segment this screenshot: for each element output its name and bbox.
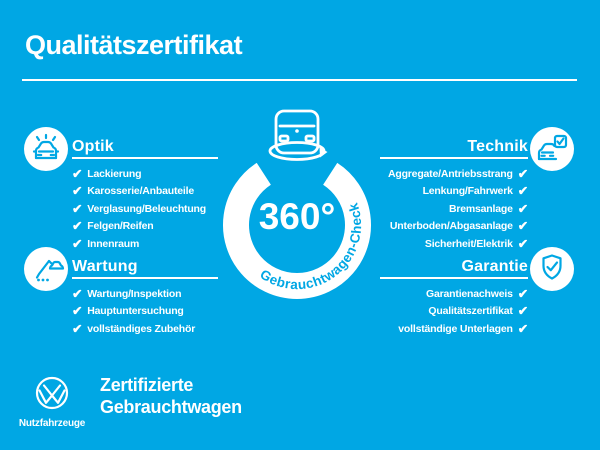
checklist-item [72, 200, 218, 218]
optik-icon-circle [24, 127, 68, 171]
checklist [72, 285, 218, 338]
section-title: Optik [72, 138, 114, 155]
check-icon: ✔ [72, 321, 83, 336]
check-icon: ✔ [517, 184, 528, 198]
footer-tagline [100, 374, 242, 418]
checklist-item [380, 165, 528, 183]
check-icon: ✔ [517, 236, 528, 251]
checklist-item [72, 303, 218, 321]
section-underline [380, 157, 528, 159]
service-checklist-icon [24, 247, 68, 291]
checklist-item-label: Karosserie/Anbauteile [87, 185, 194, 198]
section-underline [72, 157, 218, 159]
check-icon: ✔ [72, 304, 83, 318]
section-underline [72, 277, 218, 279]
checklist-item-label: Unterboden/Abgasanlage [389, 220, 513, 233]
garantie-icon-circle [530, 247, 574, 291]
checklist-item [72, 218, 218, 236]
check-icon: ✔ [517, 304, 528, 318]
checklist-item-label: Garantienachweis [426, 287, 513, 300]
check-icon: ✔ [72, 201, 83, 216]
brand-label: Nutzfahrzeuge [18, 418, 86, 429]
360-check-badge [209, 99, 385, 315]
ring-curved-label: Gebrauchtwagen-Check [257, 200, 365, 293]
section-optik [72, 139, 218, 253]
checklist-item [380, 235, 528, 253]
check-icon: ✔ [517, 201, 528, 216]
check-icon: ✔ [517, 286, 528, 301]
section-title: Technik [467, 138, 528, 155]
section-wartung [72, 259, 218, 338]
checklist-item-label: vollständige Unterlagen [398, 322, 513, 335]
checklist-item [380, 200, 528, 218]
checklist-item [380, 320, 528, 338]
rotating-car-icon [270, 111, 324, 160]
section-title: Wartung [72, 258, 138, 275]
check-icon: ✔ [517, 166, 528, 181]
checklist-item [72, 320, 218, 338]
checklist-item-label: Aggregate/Antriebsstrang [387, 167, 513, 180]
check-icon: ✔ [517, 219, 528, 233]
checklist-item [380, 218, 528, 236]
checklist-item-label: Bremsanlage [448, 202, 513, 215]
checklist [380, 285, 528, 338]
shield-check-icon [530, 247, 574, 291]
check-icon: ✔ [72, 236, 83, 251]
technik-icon-circle [530, 127, 574, 171]
checklist-item [72, 285, 218, 303]
checklist-item-label: Lackierung [87, 167, 142, 180]
tagline-line1: Zertifizierte [100, 375, 194, 395]
title-divider [22, 79, 577, 81]
section-underline [380, 277, 528, 279]
section-garantie [380, 259, 528, 338]
checklist [380, 165, 528, 253]
check-icon: ✔ [72, 219, 83, 233]
check-icon: ✔ [72, 166, 83, 181]
checklist-item [72, 165, 218, 183]
wartung-icon-circle [24, 247, 68, 291]
checklist-item-label: Sicherheit/Elektrik [424, 237, 513, 250]
vw-logo [34, 375, 70, 411]
checklist-item [72, 183, 218, 201]
check-icon: ✔ [72, 184, 83, 198]
checklist-item [380, 285, 528, 303]
checklist-item-label: Felgen/Reifen [87, 220, 154, 233]
tagline-line2: Gebrauchtwagen [100, 397, 242, 417]
checklist-item [380, 183, 528, 201]
section-title: Garantie [461, 258, 528, 275]
check-icon: ✔ [72, 286, 83, 301]
check-icon: ✔ [517, 321, 528, 336]
checklist-item-label: vollständiges Zubehör [87, 322, 196, 335]
degree-label: 360° [258, 196, 336, 237]
car-shine-icon [24, 127, 68, 171]
section-technik [380, 139, 528, 253]
checklist-item-label: Innenraum [87, 237, 140, 250]
checklist-item-label: Qualitätszertifikat [428, 305, 513, 318]
checklist-item-label: Verglasung/Beleuchtung [87, 202, 206, 215]
checklist-item-label: Wartung/Inspektion [87, 287, 182, 300]
checklist-item-label: Hauptuntersuchung [87, 305, 184, 318]
car-checkbox-icon [530, 127, 574, 171]
checklist-item [380, 303, 528, 321]
checklist-item [72, 235, 218, 253]
checklist [72, 165, 218, 253]
checklist-item-label: Lenkung/Fahrwerk [422, 185, 513, 198]
car-badge-dot [295, 129, 299, 133]
page-title: Qualitätszertifikat [25, 30, 243, 60]
